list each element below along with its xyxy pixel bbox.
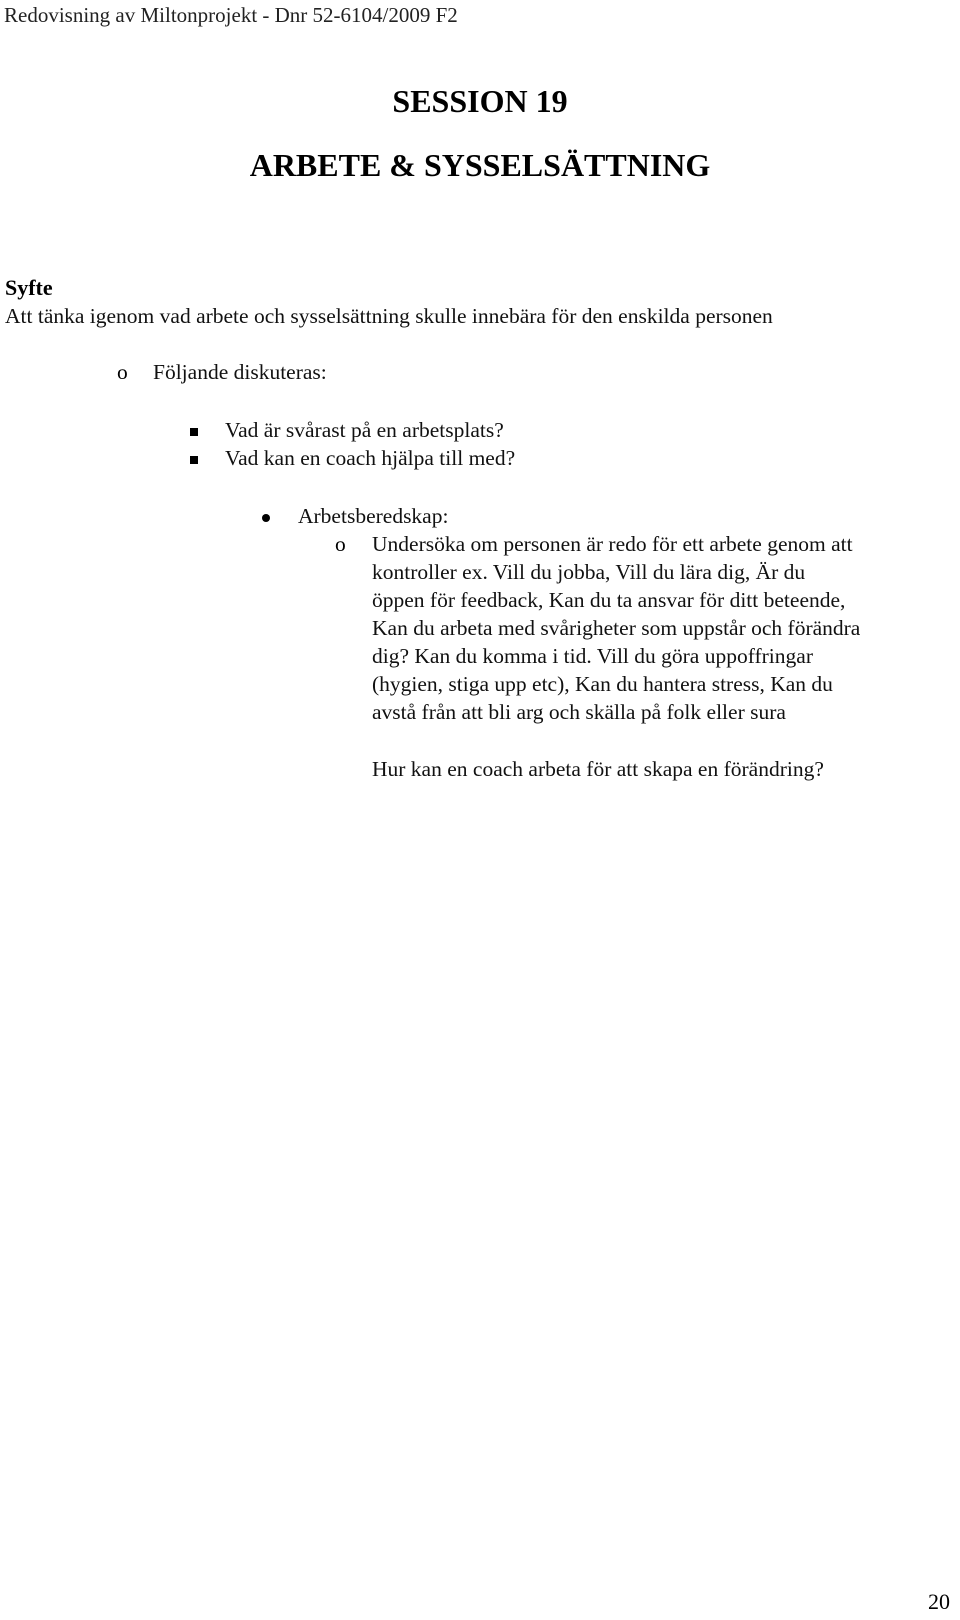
readiness-line: Undersöka om personen är redo för ett arbete genom att [372,532,853,556]
session-title: SESSION 19 [392,83,568,119]
round-bullet-icon [262,514,270,522]
readiness-line: Kan du arbeta med svårigheter som uppstår och förändra [372,616,861,640]
session-subtitle: ARBETE & SYSSELSÄTTNING [249,147,711,183]
list-marker-o: o [335,532,346,556]
square-bullet-icon [190,456,198,464]
closing-question: Hur kan en coach arbeta för att skapa en förändring? [372,757,824,781]
purpose-heading: Syfte [5,275,53,300]
readiness-line: kontroller ex. Vill du jobba, Vill du lära dig, Är du [372,560,806,584]
discuss-item: Vad kan en coach hjälpa till med? [225,446,516,470]
readiness-line: öppen för feedback, Kan du ta ansvar för ditt beteende, [372,588,846,612]
purpose-text: Att tänka igenom vad arbete och sysselsättning skulle innebära för den enskilda personen [5,304,773,328]
readiness-line: (hygien, stiga upp etc), Kan du hantera stress, Kan du [372,672,833,696]
square-bullet-icon [190,428,198,436]
running-header: Redovisning av Miltonprojekt - Dnr 52-6104/2009 F2 [4,3,458,27]
readiness-line: dig? Kan du komma i tid. Vill du göra uppoffringar [372,644,813,668]
readiness-label: Arbetsberedskap: [298,504,449,528]
readiness-line: avstå från att bli arg och skälla på folk eller sura [372,700,786,724]
discuss-label: Följande diskuteras: [153,360,327,384]
page-number: 20 [928,1589,950,1614]
discuss-item: Vad är svårast på en arbetsplats? [225,418,504,442]
list-marker-o: o [117,360,128,384]
